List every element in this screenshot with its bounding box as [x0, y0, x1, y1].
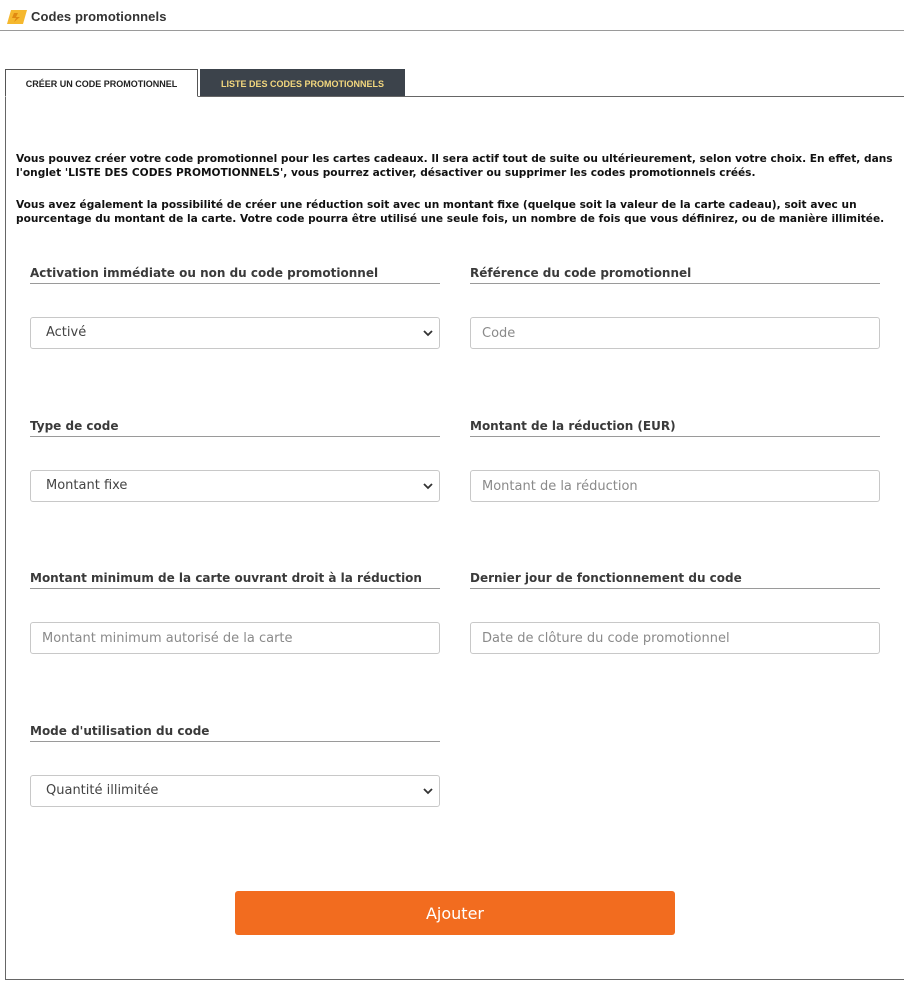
min-amount-input[interactable]: [30, 622, 440, 654]
discount-amount-input[interactable]: [470, 470, 880, 502]
intro-paragraph-2: Vous avez également la possibilité de créer une réduction soit avec un montant fixe (quelque soit la valeur de la carte cadeau), soit avec un pourcentage du montant de la carte. Votre code pourra être utilisé une seule fois, un nombre de fois que vous définirez, ou de manière illimitée.: [16, 199, 885, 225]
activation-label: Activation immédiate ou non du code promotionnel: [30, 266, 440, 284]
usage-mode-label: Mode d'utilisation du code: [30, 724, 440, 742]
tab-create-code[interactable]: CRÉER UN CODE PROMOTIONNEL: [5, 69, 198, 97]
page-title: Codes promotionnels: [31, 9, 167, 24]
min-amount-label: Montant minimum de la carte ouvrant droit à la réduction: [30, 571, 440, 589]
code-type-select-value: Montant fixe: [46, 478, 128, 493]
usage-mode-select-value: Quantité illimitée: [46, 783, 159, 798]
chevron-down-icon: [423, 483, 433, 490]
ticket-icon: [6, 9, 28, 25]
page-header: [0, 0, 904, 31]
usage-mode-select[interactable]: [30, 775, 440, 807]
add-button[interactable]: Ajouter: [235, 891, 675, 935]
end-date-label: Dernier jour de fonctionnement du code: [470, 571, 880, 589]
chevron-down-icon: [423, 330, 433, 337]
end-date-input[interactable]: [470, 622, 880, 654]
reference-input[interactable]: [470, 317, 880, 349]
tab-list-codes[interactable]: LISTE DES CODES PROMOTIONNELS: [200, 69, 405, 97]
activation-select[interactable]: [30, 317, 440, 349]
code-type-label: Type de code: [30, 419, 440, 437]
code-type-select[interactable]: [30, 470, 440, 502]
tab-panel: [5, 96, 904, 980]
intro-paragraph-1: Vous pouvez créer votre code promotionnel pour les cartes cadeaux. Il sera actif tout de suite ou ultérieurement, selon votre choix. En effet, dans l'onglet 'LISTE DES CODES PROMOTIONNELS', vous pourrez activer, désactiver ou supprimer les codes promotionnels créés.: [16, 153, 893, 179]
chevron-down-icon: [423, 788, 433, 795]
discount-amount-label: Montant de la réduction (EUR): [470, 419, 880, 437]
reference-label: Référence du code promotionnel: [470, 266, 880, 284]
activation-select-value: Activé: [46, 325, 87, 340]
